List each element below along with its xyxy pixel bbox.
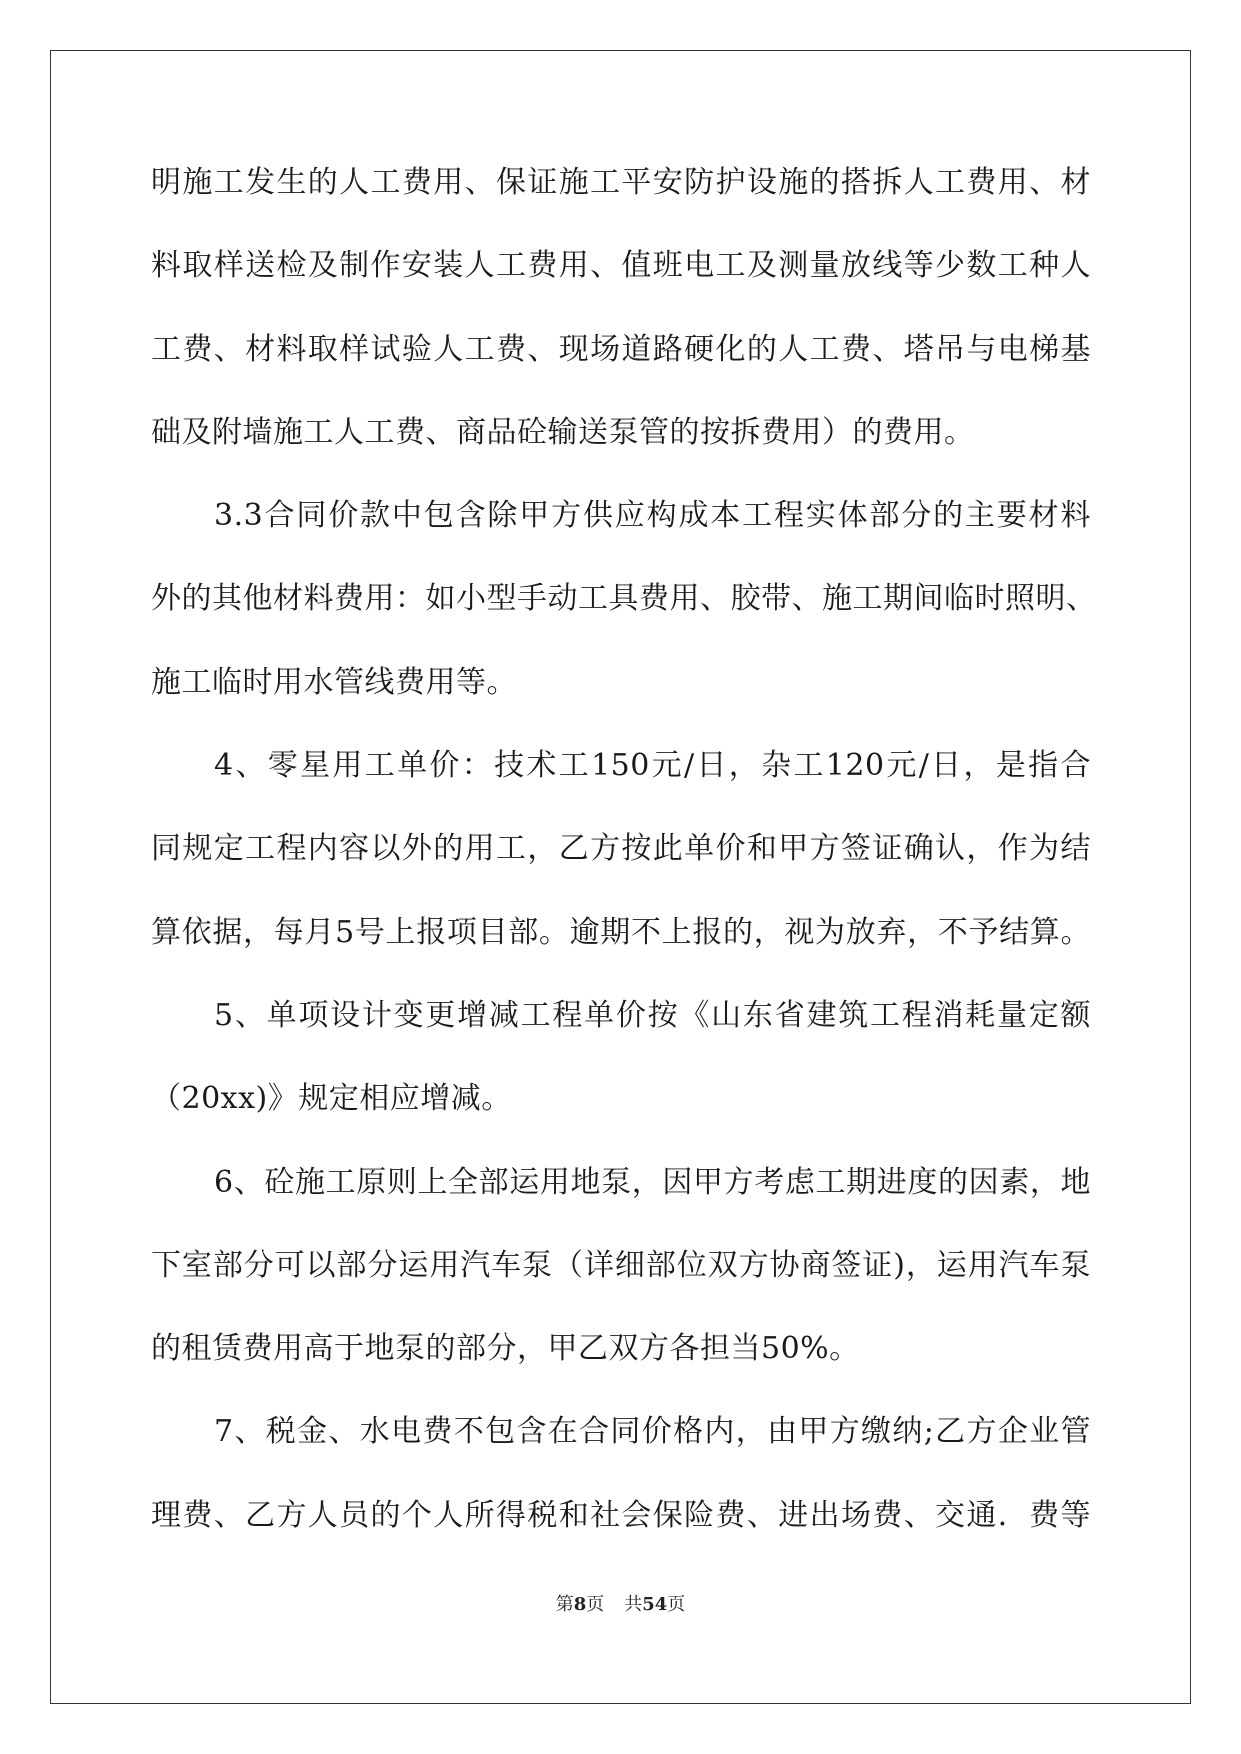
paragraph-start-line: 4、零星用工单价：技术工150元/日，杂工120元/日，是指合 — [214, 748, 1091, 784]
paragraph-start-line: 5、单项设计变更增减工程单价按《山东省建筑工程消耗量定额 — [214, 997, 1091, 1033]
total-unit: 页 — [667, 1594, 686, 1615]
page-footer — [0, 1590, 1241, 1616]
text-line: 外的其他材料费用：如小型手动工具费用、胶带、施工期间临时照明、 — [151, 581, 1097, 617]
text-line: 下室部分可以部分运用汽车泵（详细部位双方协商签证)，运用汽车泵 — [151, 1247, 1091, 1283]
text-line: 施工临时用水管线费用等。 — [151, 664, 517, 700]
text-line: 料取样送检及制作安装人工费用、值班电工及测量放线等少数工种人 — [151, 248, 1091, 284]
text-line: 明施工发生的人工费用、保证施工平安防护设施的搭拆人工费用、材 — [151, 165, 1091, 200]
text-line: （20xx)》规定相应增减。 — [151, 1081, 512, 1117]
text-line: 的租赁费用高于地泵的部分，甲乙双方各担当50%。 — [151, 1331, 860, 1367]
total-pages: 54 — [642, 1594, 668, 1615]
document-body — [151, 158, 1097, 1574]
text-line: 同规定工程内容以外的用工，乙方按此单价和甲方签证确认，作为结 — [151, 831, 1091, 867]
text-line: 工费、材料取样试验人工费、现场道路硬化的人工费、塔吊与电梯基 — [151, 331, 1091, 367]
paragraph-start-line: 3.3合同价款中包含除甲方供应构成本工程实体部分的主要材料 — [214, 498, 1091, 534]
paragraph-start-line: 6、砼施工原则上全部运用地泵，因甲方考虑工期进度的因素，地 — [214, 1164, 1091, 1200]
text-line: 理费、乙方人员的个人所得税和社会保险费、进出场费、交通．费等 — [151, 1497, 1091, 1533]
page-prefix: 第 — [555, 1594, 574, 1615]
page-unit: 页 — [586, 1594, 605, 1615]
total-prefix: 共 — [624, 1594, 643, 1615]
paragraph-start-line: 7、税金、水电费不包含在合同价格内，由甲方缴纳;乙方企业管 — [214, 1414, 1091, 1450]
page-number: 8 — [573, 1594, 587, 1615]
text-line: 算依据，每月5号上报项目部。逾期不上报的，视为放弃，不予结算。 — [151, 914, 1091, 950]
text-line: 础及附墙施工人工费、商品砼输送泵管的按拆费用）的费用。 — [151, 414, 975, 450]
